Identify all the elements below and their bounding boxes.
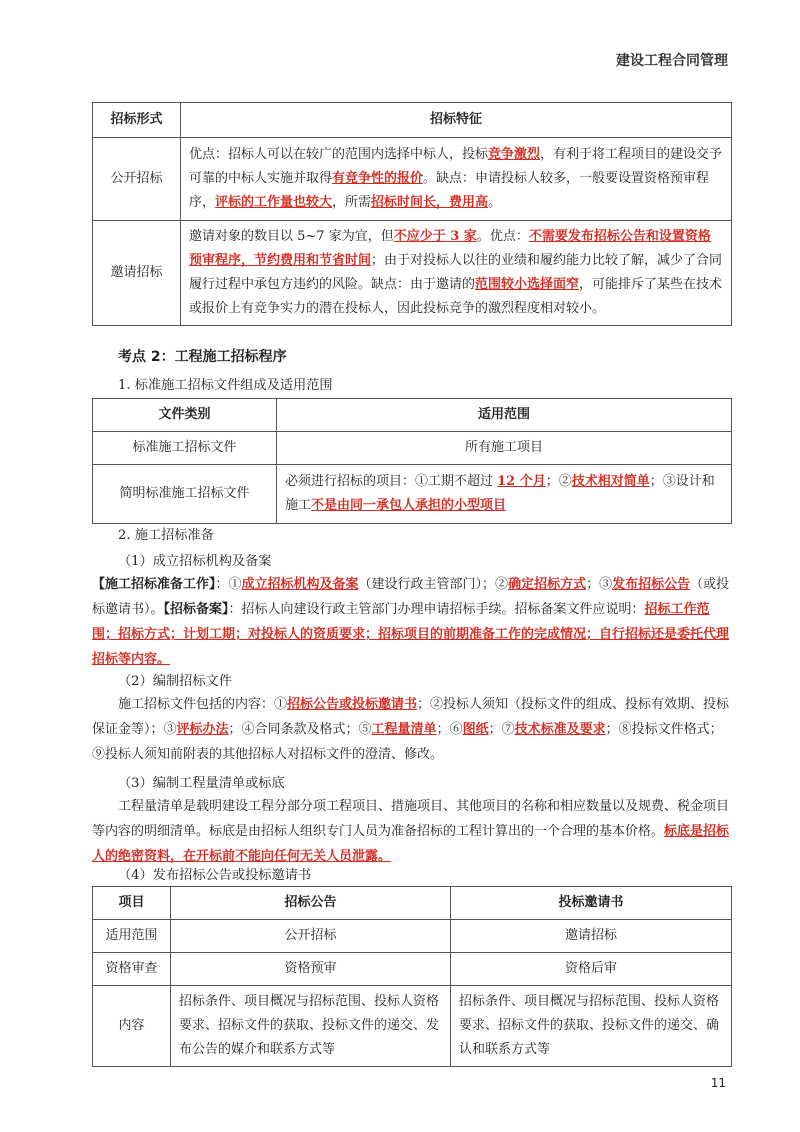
highlight-run: 不需要发布招标公告和设置资格预审程序，节约费用和节省时间 [189, 229, 711, 268]
table-row [93, 432, 732, 465]
text-run: 工程量清单是载明建设工程分部分项工程项目、措施项目、其他项目的名称和相应数量以及规费、税金项目等内容的明细清单。标底是由招标人组织专门人员为准备招标的工程计算出的一个合理的基本价格。 [92, 799, 730, 839]
highlight-run: 图纸 [462, 722, 489, 737]
highlight-run: 技术标准及要求 [514, 722, 606, 737]
text-run: ，可能排斥了某些在技术或报价上有竞争实力的潜在投标人，因此投标竞争的激烈程度相对较小。 [189, 277, 723, 316]
highlight-run: 确定招标方式 [508, 577, 587, 592]
invite-cell: 邀请招标 [451, 920, 732, 953]
highlight-run: 竞争激烈 [488, 147, 541, 162]
notice-cell: 招标条件、项目概况与招标范围、投标人资格要求、招标文件的获取、投标文件的递交、发布公告的媒介和联系方式等 [171, 986, 451, 1067]
tender-form-table [92, 102, 732, 326]
col-header-scope: 适用范围 [277, 399, 732, 432]
scope-cell [277, 465, 732, 524]
table-row [93, 920, 732, 953]
text-run: ；由于对投标人以往的业绩和履约能力比较了解，减少了合同履行过程中承包方违约的风险。缺点：由于邀请的 [189, 253, 723, 292]
text-run: ；⑥ [436, 722, 463, 737]
notice-cell: 公开招标 [171, 920, 451, 953]
highlight-run: 评标办法 [176, 722, 229, 737]
bracket-label: 【招标备案】 [163, 602, 229, 617]
table-header-row [93, 887, 732, 920]
category-cell: 简明标准施工招标文件 [93, 465, 277, 524]
section-heading: 考点 2：工程施工招标程序 [118, 349, 287, 365]
highlight-run: 技术相对简单 [571, 474, 650, 489]
highlight-run: 招标工作范围；招标方式；计划工期；对投标人的资质要求；招标项目的前期准备工作的完成情况；自行招标还是委托代理招标等内容。 [92, 602, 730, 667]
col-header-notice: 招标公告 [171, 887, 451, 920]
text-run: ；②投标人须知（投标文件的组成、投标有效期、投标保证金等）；③ [92, 697, 730, 737]
table-header-row [93, 399, 732, 432]
table-row [93, 986, 732, 1067]
page-number: 11 [710, 1076, 726, 1090]
text-run: 施工招标文件包括的内容：① [118, 697, 288, 712]
text-run: ；⑦ [488, 722, 515, 737]
text-run: 。缺点：申请投标人较多，一般要设置资格预审程序， [189, 171, 710, 210]
text-run: 。优点： [476, 229, 529, 244]
invite-cell: 招标条件、项目概况与招标范围、投标人资格要求、招标文件的获取、投标文件的递交、确认和联系方式等 [451, 986, 732, 1067]
text-run: ；⑧投标文件格式；⑨投标人须知前附表的其他招标人对招标文件的澄清、修改。 [92, 722, 723, 762]
table-header-row [93, 103, 732, 138]
highlight-run: 不是由同一承包人承担的小型项目 [311, 498, 507, 513]
subsection-title: （1）成立招标机构及备案 [118, 554, 272, 569]
bill-paragraph [92, 794, 732, 869]
col-header-category: 文件类别 [93, 399, 277, 432]
text-run: ；② [545, 474, 572, 489]
feature-cell [181, 221, 732, 326]
running-header: 建设工程合同管理 [616, 53, 728, 69]
highlight-run: 有竞争性的报价 [332, 171, 424, 186]
text-run: ：① [215, 577, 242, 592]
text-run: 邀请对象的数目以 5~7 家为宜，但 [189, 229, 394, 244]
highlight-run: 范围较小选择面窄 [475, 277, 580, 292]
text-run: ：招标人向建设行政主管部门办理申请招标手续。招标备案文件应说明： [228, 602, 645, 617]
category-cell: 标准施工招标文件 [93, 432, 277, 465]
text-run: 。 [488, 195, 502, 210]
text-run: 优点：招标人可以在较广的范围内选择中标人，投标 [189, 147, 489, 162]
text-run: ；③设计和施工 [285, 474, 715, 513]
table-row [93, 953, 732, 986]
form-cell: 公开招标 [93, 138, 181, 221]
highlight-run: 招标时间长，费用高 [371, 195, 489, 210]
text-run: （建设行政主管部门）；② [358, 577, 509, 592]
col-header-invite: 投标邀请书 [451, 887, 732, 920]
text-run: ，有利于将工程项目的建设交予可靠的中标人实施并取得 [189, 147, 723, 186]
table-row [93, 221, 732, 326]
subsection-title: 2. 施工招标准备 [118, 528, 214, 543]
item-cell: 内容 [93, 986, 171, 1067]
text-run: ；④合同条款及格式；⑤ [228, 722, 372, 737]
highlight-run: 不应少于 3 家 [393, 229, 477, 244]
item-cell: 资格审查 [93, 953, 171, 986]
bracket-label: 【施工招标准备工作】 [92, 577, 216, 592]
tender-docs-paragraph [92, 692, 732, 767]
table-row [93, 465, 732, 524]
text-run: ；③ [586, 577, 613, 592]
form-cell: 邀请招标 [93, 221, 181, 326]
notice-table [92, 886, 732, 1067]
tender-document-table [92, 398, 732, 524]
col-header-item: 项目 [93, 887, 171, 920]
highlight-run: 发布招标公告 [612, 577, 691, 592]
highlight-run: 评标的工作量也较大 [215, 195, 333, 210]
notice-cell: 资格预审 [171, 953, 451, 986]
feature-cell [181, 138, 732, 221]
scope-cell: 所有施工项目 [277, 432, 732, 465]
highlight-run: 标底是招标人的绝密资料，在开标前不能向任何无关人员泄露。 [92, 824, 730, 864]
subsection-title: 1. 标准施工招标文件组成及适用范围 [118, 378, 333, 393]
highlight-run: 招标公告或投标邀请书 [287, 697, 418, 712]
table-row [93, 138, 732, 221]
text-run: （或投标邀请书）。 [92, 577, 730, 617]
col-header-feature: 招标特征 [181, 103, 732, 138]
highlight-run: 工程量清单 [371, 722, 437, 737]
subsection-title: （2）编制招标文件 [118, 674, 232, 689]
prep-paragraph [92, 572, 732, 672]
subsection-title: （4）发布招标公告或投标邀请书 [118, 868, 312, 883]
item-cell: 适用范围 [93, 920, 171, 953]
subsection-title: （3）编制工程量清单或标底 [118, 776, 285, 791]
text-run: 必须进行招标的项目：①工期不超过 [285, 474, 498, 489]
highlight-run: 12 个月 [497, 474, 546, 489]
text-run: ，所需 [332, 195, 372, 210]
invite-cell: 资格后审 [451, 953, 732, 986]
highlight-run: 成立招标机构及备案 [241, 577, 359, 592]
col-header-form: 招标形式 [93, 103, 181, 138]
